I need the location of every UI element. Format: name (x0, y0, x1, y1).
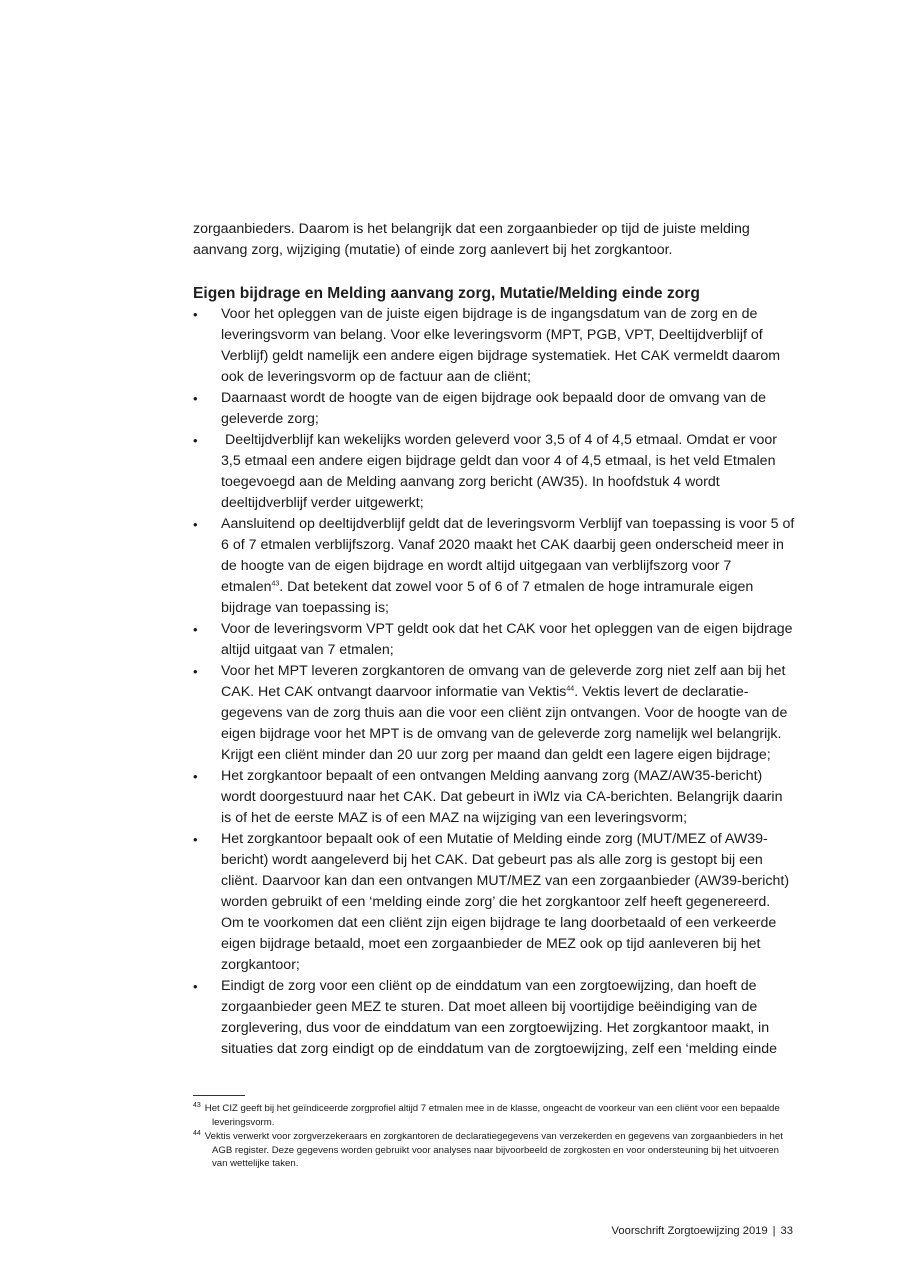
list-item (193, 514, 795, 619)
footnote (193, 1102, 793, 1129)
page-number: 33 (780, 1225, 793, 1237)
footnote-text: Het CIZ geeft bij het geïndiceerde zorgprofiel altijd 7 etmalen mee in de klasse, ongeacht de voorkeur van een cliënt voor een bepaalde leveringsvorm. (204, 1103, 780, 1128)
list-item-text (221, 661, 795, 766)
list-item-text: Het zorgkantoor bepaalt of een ontvangen Melding aanvang zorg (MAZ/AW35-bericht) wordt doorgestuurd naar het CAK. Dat gebeurt in iWlz via CA-berichten. Belangrijk daarin is of het de eerste MAZ is of een MAZ na wijziging van een leveringsvorm; (221, 768, 783, 826)
list-item-text: Voor de leveringsvorm VPT geldt ook dat het CAK voor het opleggen van de eigen bijdrage altijd uitgaat van 7 etmalen; (221, 621, 793, 658)
footnote-text: Vektis verwerkt voor zorgverzekeraars en zorgkantoren de declaratiegegevens van verzekerden en gegevens van zorgaanbieders in het AGB register. Deze gegevens worden gebruikt voor analyses naar bijvoorbeeld de zorgkosten en voor ondersteuning bij het uitvoeren van wettelijke taken. (204, 1131, 783, 1170)
list-item (193, 304, 795, 388)
list-item-text: Daarnaast wordt de hoogte van de eigen bijdrage ook bepaald door de omvang van de geleverde zorg; (221, 390, 767, 427)
bullet-icon: • (193, 832, 198, 847)
list-item-text: Deeltijdverblijf kan wekelijks worden geleverd voor 3,5 of 4 of 4,5 etmaal. Omdat er voor 3,5 etmaal een andere eigen bijdrage geldt dan voor 4 of 4,5 etmaal, is het veld Etmalen toegevoegd aan de Melding aanvang zorg bericht (AW35). In hoofdstuk 4 wordt deeltijdverblijf verder uitgewerkt; (221, 432, 781, 511)
bullet-icon: • (193, 517, 198, 532)
bullet-list (193, 304, 795, 1060)
footnote-divider (193, 1095, 245, 1096)
footer-separator: | (772, 1225, 776, 1237)
intro-paragraph: zorgaanbieders. Daarom is het belangrijk dat een zorgaanbieder op tijd de juiste melding aanvang zorg, wijziging (mutatie) of einde zorg aanlevert bij het zorgkantoor. (193, 221, 750, 258)
bullet-icon: • (193, 769, 198, 784)
list-item-text: Voor het opleggen van de juiste eigen bijdrage is de ingangsdatum van de zorg en de leveringsvorm van belang. Voor elke leveringsvorm (MPT, PGB, VPT, Deeltijdverblijf of Verblijf) geldt namelijk een andere eigen bijdrage systematiek. Het CAK vermeldt daarom ook de leveringsvorm op de factuur aan de cliënt; (221, 306, 781, 385)
footer-title: Voorschrift Zorgtoewijzing 2019 (611, 1225, 768, 1237)
footnote-number: 44 (193, 1130, 201, 1137)
list-item-text-part: Aansluitend op deeltijdverblijf geldt dat de leveringsvorm Verblijf van toepassing is voor 5 of 6 of 7 etmalen verblijfszorg. Vanaf 2020 maakt het CAK daarbij geen onderscheid meer in de hoogte van de eigen bijdrage en wordt altijd uitgegaan van verblijfszorg voor 7 etmalen (221, 516, 795, 595)
list-item-text-part: . Dat betekent dat zowel voor 5 of 6 of 7 etmalen de hoge intramurale eigen bijdrage van toepassing is; (221, 579, 754, 616)
footnote-reference[interactable]: 44 (566, 685, 575, 693)
bullet-icon: • (193, 979, 198, 994)
bullet-icon: • (193, 433, 198, 448)
list-item-text-part: Voor het MPT leveren zorgkantoren de omvang van de geleverde zorg niet zelf aan bij het CAK. Het CAK ontvangt daarvoor informatie van Vektis (221, 663, 786, 700)
footnotes (193, 1102, 793, 1172)
footnote-reference[interactable]: 43 (271, 580, 280, 588)
page-footer (612, 1224, 793, 1238)
bullet-icon: • (193, 664, 198, 679)
list-item (193, 976, 795, 1060)
list-item (193, 766, 795, 829)
footnote (193, 1130, 793, 1171)
list-item-text: Eindigt de zorg voor een cliënt op de einddatum van een zorgtoewijzing, dan hoeft de zorgaanbieder geen MEZ te sturen. Dat moet alleen bij voortijdige beëindiging van de zorglevering, dus voor de einddatum van een zorgtoewijzing. Het zorgkantoor maakt, in situaties dat zorg eindigt op de einddatum van de zorgtoewijzing, zelf een ‘melding einde (221, 978, 778, 1057)
list-item-text: Het zorgkantoor bepaalt ook of een Mutatie of Melding einde zorg (MUT/MEZ of AW39-bericht) wordt aangeleverd bij het CAK. Dat gebeurt pas als alle zorg is gestopt bij een cliënt. Daarvoor kan dan een ontvangen MUT/MEZ van een zorgaanbieder (AW39-bericht) worden gebruikt of een ‘melding einde zorg’ die het zorgkantoor zelf heeft gegenereerd. Om te voorkomen dat een cliënt zijn eigen bijdrage te lang doorbetaald of een verkeerde eigen bijdrage betaald, moet een zorgaanbieder de MEZ ook op tijd aanleveren bij het zorgkantoor; (221, 831, 790, 973)
list-item (193, 388, 795, 430)
bullet-icon: • (193, 307, 198, 322)
list-item (193, 430, 795, 514)
section-heading: Eigen bijdrage en Melding aanvang zorg, Mutatie/Melding einde zorg (193, 285, 700, 302)
bullet-icon: • (193, 391, 198, 406)
list-item-text (221, 514, 795, 619)
list-item-text-part: . Vektis levert de declaratie-gegevens van de zorg thuis aan die voor een cliënt zijn ontvangen. Voor de hoogte van de eigen bijdrage voor het MPT is de omvang van de geleverde zorg namelijk wel belangrijk. Krijgt een cliënt minder dan 20 uur zorg per maand dan geldt een lagere eigen bijdrage; (221, 684, 788, 763)
bullet-icon: • (193, 622, 198, 637)
list-item (193, 619, 795, 661)
list-item (193, 829, 795, 976)
list-item (193, 661, 795, 766)
footnote-number: 43 (193, 1101, 201, 1109)
